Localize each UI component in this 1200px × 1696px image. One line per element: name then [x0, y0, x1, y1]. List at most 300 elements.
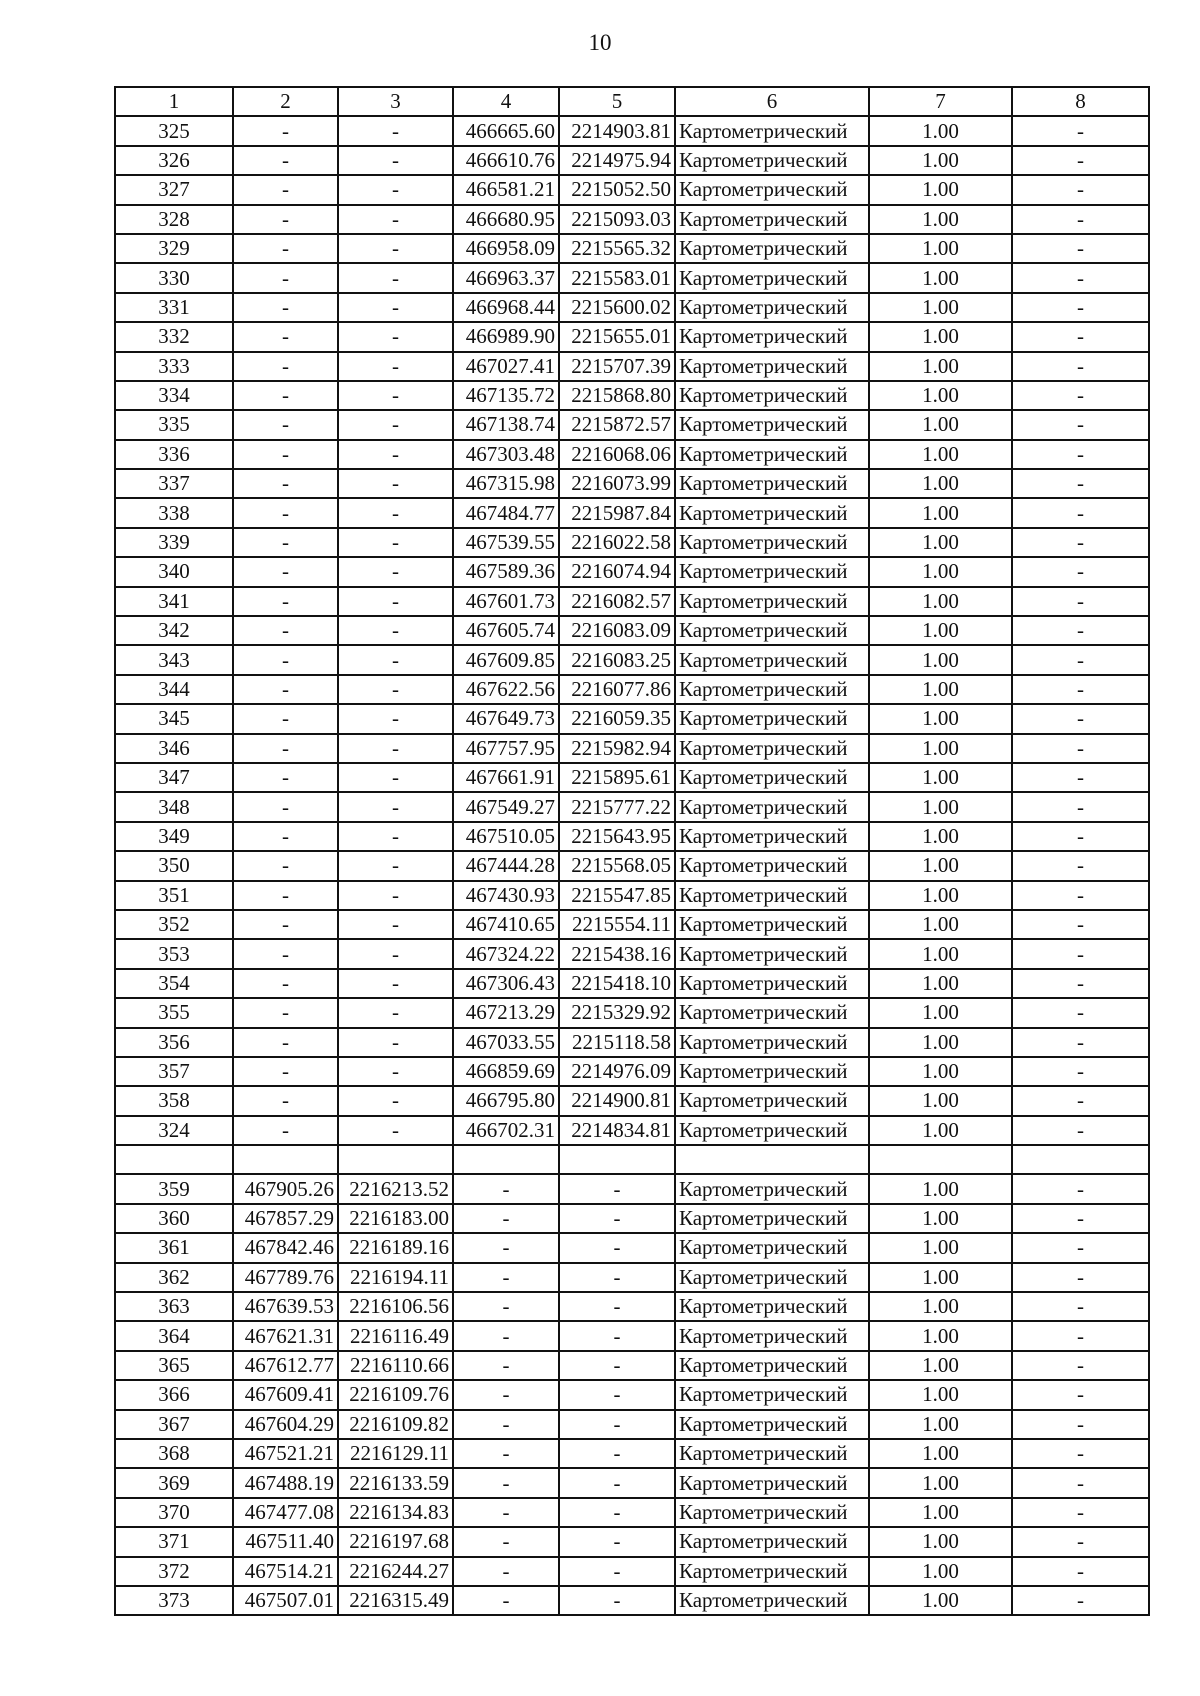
cell-accuracy: 1.00 [869, 734, 1012, 763]
cell-y-new: 2214976.09 [559, 1057, 675, 1086]
cell-x-new: - [453, 1174, 559, 1203]
cell-x-old: 467621.31 [233, 1321, 338, 1350]
cell-accuracy: 1.00 [869, 1233, 1012, 1262]
cell-accuracy: 1.00 [869, 469, 1012, 498]
cell-y-new: - [559, 1292, 675, 1321]
cell-y-new: - [559, 1557, 675, 1586]
cell-accuracy: 1.00 [869, 175, 1012, 204]
cell-x-new: 467622.56 [453, 675, 559, 704]
cell-x-old: - [233, 116, 338, 145]
cell-point-number: 363 [115, 1292, 233, 1321]
cell-x-new: - [453, 1292, 559, 1321]
cell-y-new: - [559, 1380, 675, 1409]
cell-accuracy: 1.00 [869, 1380, 1012, 1409]
cell-method: Картометрический [675, 734, 869, 763]
cell-x-old: - [233, 969, 338, 998]
cell-point-number: 337 [115, 469, 233, 498]
cell-description: - [1012, 234, 1149, 263]
cell-y-new: 2216073.99 [559, 469, 675, 498]
table-row [115, 263, 1149, 292]
column-header-1: 1 [115, 87, 233, 116]
cell-method: Картометрический [675, 205, 869, 234]
cell-accuracy: 1.00 [869, 381, 1012, 410]
cell-accuracy: 1.00 [869, 969, 1012, 998]
cell-method: Картометрический [675, 763, 869, 792]
table-row [115, 322, 1149, 351]
cell-description: - [1012, 616, 1149, 645]
cell-description: - [1012, 1204, 1149, 1233]
cell-description: - [1012, 146, 1149, 175]
cell-x-new: - [453, 1233, 559, 1262]
cell-y-old: - [338, 1116, 453, 1145]
cell-y-new: 2215554.11 [559, 910, 675, 939]
cell-accuracy: 1.00 [869, 822, 1012, 851]
cell-y-old: - [338, 822, 453, 851]
cell-x-new: 467510.05 [453, 822, 559, 851]
cell-point-number: 345 [115, 704, 233, 733]
cell-description: - [1012, 792, 1149, 821]
cell-x-old: 467521.21 [233, 1439, 338, 1468]
cell-y-new: 2216022.58 [559, 528, 675, 557]
cell-accuracy: 1.00 [869, 557, 1012, 586]
cell-y-old: - [338, 851, 453, 880]
cell-x-old: 467842.46 [233, 1233, 338, 1262]
cell-point-number: 331 [115, 293, 233, 322]
table-row [115, 1116, 1149, 1145]
column-header-7: 7 [869, 87, 1012, 116]
table-row [115, 469, 1149, 498]
cell-x-old: - [233, 205, 338, 234]
cell-point-number: 360 [115, 1204, 233, 1233]
table-row [115, 616, 1149, 645]
cell-accuracy: 1.00 [869, 1498, 1012, 1527]
cell-description: - [1012, 1586, 1149, 1615]
cell-accuracy: 1.00 [869, 1204, 1012, 1233]
cell-x-old: 467789.76 [233, 1263, 338, 1292]
cell-x-old: - [233, 587, 338, 616]
cell-y-new: - [559, 1204, 675, 1233]
cell-x-new: 467609.85 [453, 645, 559, 674]
cell-y-old: 2216129.11 [338, 1439, 453, 1468]
cell-x-new: - [453, 1410, 559, 1439]
cell-description: - [1012, 704, 1149, 733]
cell-method: Картометрический [675, 381, 869, 410]
cell-y-new: 2215329.92 [559, 998, 675, 1027]
cell-x-new: 466963.37 [453, 263, 559, 292]
cell-method: Картометрический [675, 352, 869, 381]
cell-point-number: 370 [115, 1498, 233, 1527]
cell-description: - [1012, 1028, 1149, 1057]
cell-y-new: 2214903.81 [559, 116, 675, 145]
cell-y-new: 2215777.22 [559, 792, 675, 821]
cell-description: - [1012, 440, 1149, 469]
table-row [115, 1527, 1149, 1556]
cell-y-old: 2216116.49 [338, 1321, 453, 1350]
cell-accuracy: 1.00 [869, 322, 1012, 351]
table-row [115, 792, 1149, 821]
cell-accuracy: 1.00 [869, 1057, 1012, 1086]
cell-point-number: 357 [115, 1057, 233, 1086]
cell-x-old: - [233, 557, 338, 586]
table-row [115, 587, 1149, 616]
cell-accuracy: 1.00 [869, 763, 1012, 792]
cell-description: - [1012, 293, 1149, 322]
cell-point-number: 365 [115, 1351, 233, 1380]
cell-point-number: 342 [115, 616, 233, 645]
cell-y-old: 2216133.59 [338, 1468, 453, 1497]
cell-x-old: - [233, 763, 338, 792]
cell-method: Картометрический [675, 1204, 869, 1233]
cell-x-old: - [233, 322, 338, 351]
cell-x-new: 467315.98 [453, 469, 559, 498]
cell-x-new: 466859.69 [453, 1057, 559, 1086]
table-row [115, 969, 1149, 998]
cell-description: - [1012, 1116, 1149, 1145]
table-row [115, 1263, 1149, 1292]
cell-x-old: - [233, 146, 338, 175]
cell-x-new: 467757.95 [453, 734, 559, 763]
cell-method: Картометрический [675, 881, 869, 910]
cell-accuracy: 1.00 [869, 1086, 1012, 1115]
cell-description: - [1012, 1321, 1149, 1350]
cell-y-old: - [338, 175, 453, 204]
cell-point-number: 330 [115, 263, 233, 292]
cell-x-new: - [453, 1204, 559, 1233]
cell-point-number: 364 [115, 1321, 233, 1350]
table-row [115, 675, 1149, 704]
cell-x-old [233, 1145, 338, 1174]
cell-description: - [1012, 263, 1149, 292]
cell-description: - [1012, 1557, 1149, 1586]
cell-description: - [1012, 645, 1149, 674]
cell-x-old: 467905.26 [233, 1174, 338, 1203]
table-row [115, 1174, 1149, 1203]
cell-x-old: 467511.40 [233, 1527, 338, 1556]
table-row [115, 1204, 1149, 1233]
cell-y-new: 2215643.95 [559, 822, 675, 851]
cell-point-number: 349 [115, 822, 233, 851]
cell-y-old: - [338, 469, 453, 498]
cell-method: Картометрический [675, 1527, 869, 1556]
cell-description: - [1012, 881, 1149, 910]
cell-accuracy: 1.00 [869, 1527, 1012, 1556]
cell-x-old: - [233, 822, 338, 851]
cell-x-new: 467027.41 [453, 352, 559, 381]
table-row [115, 734, 1149, 763]
cell-y-new: 2215568.05 [559, 851, 675, 880]
cell-x-new: - [453, 1321, 559, 1350]
table-row [115, 910, 1149, 939]
cell-method: Картометрический [675, 616, 869, 645]
cell-x-old: - [233, 616, 338, 645]
cell-y-new: - [559, 1527, 675, 1556]
table-row [115, 1351, 1149, 1380]
cell-x-old: - [233, 704, 338, 733]
cell-method: Картометрический [675, 822, 869, 851]
table-row [115, 1145, 1149, 1174]
cell-x-new: 467661.91 [453, 763, 559, 792]
cell-method: Картометрический [675, 910, 869, 939]
cell-method: Картометрический [675, 410, 869, 439]
cell-point-number: 369 [115, 1468, 233, 1497]
cell-x-old: 467514.21 [233, 1557, 338, 1586]
table-row [115, 557, 1149, 586]
cell-method: Картометрический [675, 645, 869, 674]
cell-method: Картометрический [675, 1028, 869, 1057]
cell-point-number: 368 [115, 1439, 233, 1468]
table-row [115, 1439, 1149, 1468]
cell-y-new: - [559, 1439, 675, 1468]
cell-point-number: 339 [115, 528, 233, 557]
cell-point-number: 329 [115, 234, 233, 263]
cell-method: Картометрический [675, 1233, 869, 1262]
cell-y-new: 2215052.50 [559, 175, 675, 204]
cell-description: - [1012, 910, 1149, 939]
table-row [115, 1410, 1149, 1439]
cell-point-number: 350 [115, 851, 233, 880]
cell-x-new: 467138.74 [453, 410, 559, 439]
table-row [115, 1292, 1149, 1321]
cell-y-new: - [559, 1351, 675, 1380]
cell-description: - [1012, 1380, 1149, 1409]
cell-description: - [1012, 1292, 1149, 1321]
cell-description: - [1012, 969, 1149, 998]
cell-method: Картометрический [675, 1057, 869, 1086]
cell-description: - [1012, 939, 1149, 968]
cell-y-new: - [559, 1263, 675, 1292]
cell-description: - [1012, 822, 1149, 851]
cell-point-number: 336 [115, 440, 233, 469]
cell-x-old: - [233, 498, 338, 527]
cell-description: - [1012, 851, 1149, 880]
cell-y-new: 2216077.86 [559, 675, 675, 704]
cell-method: Картометрический [675, 175, 869, 204]
cell-point-number: 362 [115, 1263, 233, 1292]
table-row [115, 234, 1149, 263]
table-row [115, 440, 1149, 469]
cell-method: Картометрический [675, 1380, 869, 1409]
page-number: 10 [588, 30, 612, 55]
cell-x-new: 466680.95 [453, 205, 559, 234]
cell-x-old: - [233, 910, 338, 939]
table-row [115, 1233, 1149, 1262]
cell-point-number: 344 [115, 675, 233, 704]
cell-x-new: - [453, 1527, 559, 1556]
cell-accuracy: 1.00 [869, 205, 1012, 234]
table-row [115, 1086, 1149, 1115]
cell-y-old: - [338, 116, 453, 145]
cell-y-old: - [338, 263, 453, 292]
cell-accuracy: 1.00 [869, 1263, 1012, 1292]
table-row [115, 528, 1149, 557]
cell-y-new: 2216074.94 [559, 557, 675, 586]
cell-point-number: 343 [115, 645, 233, 674]
cell-x-new: 467135.72 [453, 381, 559, 410]
cell-y-old: - [338, 410, 453, 439]
cell-description: - [1012, 528, 1149, 557]
cell-x-old: - [233, 881, 338, 910]
cell-y-new [559, 1145, 675, 1174]
cell-accuracy: 1.00 [869, 910, 1012, 939]
column-header-8: 8 [1012, 87, 1149, 116]
table-row [115, 116, 1149, 145]
cell-x-new: 466795.80 [453, 1086, 559, 1115]
cell-y-old: - [338, 352, 453, 381]
cell-point-number: 325 [115, 116, 233, 145]
cell-method: Картометрический [675, 587, 869, 616]
cell-y-old: - [338, 939, 453, 968]
cell-point-number: 352 [115, 910, 233, 939]
cell-y-old: 2216109.76 [338, 1380, 453, 1409]
cell-accuracy [869, 1145, 1012, 1174]
cell-x-old: 467477.08 [233, 1498, 338, 1527]
cell-accuracy: 1.00 [869, 1468, 1012, 1497]
cell-description: - [1012, 352, 1149, 381]
cell-x-old: - [233, 675, 338, 704]
cell-accuracy: 1.00 [869, 234, 1012, 263]
cell-y-new: 2215987.84 [559, 498, 675, 527]
cell-x-old: - [233, 410, 338, 439]
cell-x-new: - [453, 1468, 559, 1497]
cell-x-new: 467539.55 [453, 528, 559, 557]
cell-description: - [1012, 469, 1149, 498]
cell-y-new: 2215118.58 [559, 1028, 675, 1057]
cell-point-number [115, 1145, 233, 1174]
cell-point-number: 353 [115, 939, 233, 968]
cell-y-old: - [338, 293, 453, 322]
table-row [115, 410, 1149, 439]
cell-y-old: 2216106.56 [338, 1292, 453, 1321]
cell-y-old: 2216194.11 [338, 1263, 453, 1292]
cell-method: Картометрический [675, 1174, 869, 1203]
cell-accuracy: 1.00 [869, 410, 1012, 439]
cell-x-old: 467507.01 [233, 1586, 338, 1615]
cell-accuracy: 1.00 [869, 146, 1012, 175]
cell-accuracy: 1.00 [869, 998, 1012, 1027]
cell-method: Картометрический [675, 146, 869, 175]
cell-x-new: 467303.48 [453, 440, 559, 469]
cell-x-new: 467033.55 [453, 1028, 559, 1057]
table-row [115, 851, 1149, 880]
cell-x-old: - [233, 528, 338, 557]
cell-x-old: - [233, 381, 338, 410]
cell-y-new: - [559, 1468, 675, 1497]
cell-x-new: - [453, 1557, 559, 1586]
cell-method: Картометрический [675, 469, 869, 498]
cell-method: Картометрический [675, 1263, 869, 1292]
table-row [115, 881, 1149, 910]
cell-y-old: 2216109.82 [338, 1410, 453, 1439]
table-header-row [115, 87, 1149, 116]
cell-method: Картометрический [675, 293, 869, 322]
cell-x-old: - [233, 1028, 338, 1057]
cell-y-new: 2215872.57 [559, 410, 675, 439]
cell-x-old: 467609.41 [233, 1380, 338, 1409]
cell-point-number: 356 [115, 1028, 233, 1057]
cell-y-new: 2216059.35 [559, 704, 675, 733]
table-row [115, 763, 1149, 792]
coordinates-table [114, 86, 1150, 1616]
cell-x-old: 467488.19 [233, 1468, 338, 1497]
cell-x-new: - [453, 1380, 559, 1409]
cell-point-number: 351 [115, 881, 233, 910]
cell-method: Картометрический [675, 939, 869, 968]
table-row [115, 1468, 1149, 1497]
cell-method: Картометрический [675, 1321, 869, 1350]
cell-description: - [1012, 381, 1149, 410]
cell-accuracy: 1.00 [869, 881, 1012, 910]
cell-method: Картометрический [675, 792, 869, 821]
cell-method [675, 1145, 869, 1174]
cell-description: - [1012, 675, 1149, 704]
cell-y-old: - [338, 792, 453, 821]
cell-method: Картометрический [675, 1351, 869, 1380]
cell-y-old: - [338, 734, 453, 763]
cell-x-new: 466665.60 [453, 116, 559, 145]
cell-y-old: 2216213.52 [338, 1174, 453, 1203]
cell-x-new [453, 1145, 559, 1174]
cell-method: Картометрический [675, 440, 869, 469]
cell-x-old: - [233, 1116, 338, 1145]
column-header-3: 3 [338, 87, 453, 116]
cell-y-new: 2215895.61 [559, 763, 675, 792]
cell-y-old: - [338, 528, 453, 557]
cell-y-new: 2215655.01 [559, 322, 675, 351]
cell-description: - [1012, 998, 1149, 1027]
cell-accuracy: 1.00 [869, 939, 1012, 968]
cell-method: Картометрический [675, 263, 869, 292]
cell-x-old: - [233, 939, 338, 968]
cell-y-new: 2216083.09 [559, 616, 675, 645]
cell-y-new: - [559, 1410, 675, 1439]
cell-description: - [1012, 1439, 1149, 1468]
cell-y-old: - [338, 234, 453, 263]
cell-method: Картометрический [675, 528, 869, 557]
cell-x-new: 466989.90 [453, 322, 559, 351]
cell-point-number: 326 [115, 146, 233, 175]
cell-description: - [1012, 763, 1149, 792]
cell-y-old: 2216315.49 [338, 1586, 453, 1615]
cell-method: Картометрический [675, 557, 869, 586]
cell-accuracy: 1.00 [869, 1028, 1012, 1057]
cell-description: - [1012, 1468, 1149, 1497]
cell-point-number: 361 [115, 1233, 233, 1262]
cell-y-new: - [559, 1321, 675, 1350]
cell-y-old: - [338, 146, 453, 175]
cell-x-old: - [233, 1057, 338, 1086]
cell-point-number: 334 [115, 381, 233, 410]
cell-accuracy: 1.00 [869, 498, 1012, 527]
cell-y-new: 2215438.16 [559, 939, 675, 968]
cell-y-new: 2214834.81 [559, 1116, 675, 1145]
cell-y-old: - [338, 205, 453, 234]
cell-method: Картометрический [675, 498, 869, 527]
table-row [115, 1498, 1149, 1527]
cell-x-new: - [453, 1263, 559, 1292]
table-row [115, 1057, 1149, 1086]
cell-point-number: 341 [115, 587, 233, 616]
cell-point-number: 327 [115, 175, 233, 204]
cell-x-new: 467484.77 [453, 498, 559, 527]
cell-accuracy: 1.00 [869, 704, 1012, 733]
cell-x-new: 466581.21 [453, 175, 559, 204]
table-row [115, 1586, 1149, 1615]
cell-accuracy: 1.00 [869, 528, 1012, 557]
cell-x-old: - [233, 645, 338, 674]
cell-y-old: - [338, 1086, 453, 1115]
table-row [115, 205, 1149, 234]
cell-y-old: - [338, 704, 453, 733]
